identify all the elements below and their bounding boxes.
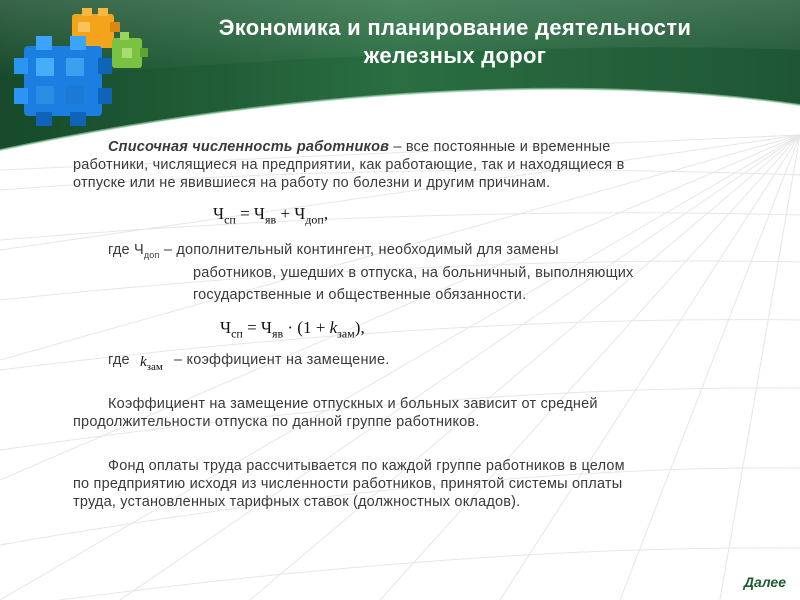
paragraph-4-line-2: продолжительности отпуска по данной группе работников. bbox=[73, 414, 480, 430]
formula-headcount-coefficient: $Ч_{сп} = Ч_{яв} \cdot (1 + k_{зам})$, bbox=[220, 318, 365, 341]
paragraph-5-line-3: труда, установленных тарифных ставок (должностных окладов). bbox=[73, 494, 521, 510]
coefficient-symbol: $k_{зам}$ bbox=[140, 354, 163, 373]
title-line-1: Экономика и планирование деятельности bbox=[218, 15, 692, 40]
paragraph-5-line-1: Фонд оплаты труда рассчитывается по каждой группе работников в целом bbox=[108, 458, 625, 474]
formula-headcount: $Ч_{сп} = Ч_{яв} + Ч_{доп}$, bbox=[213, 204, 329, 227]
paragraph-2-line-3: государственные и общественные обязанности. bbox=[193, 287, 527, 303]
paragraph-3-text: – коэффициент на замещение. bbox=[174, 352, 390, 368]
paragraph-1-line-1 bbox=[108, 139, 610, 157]
next-link[interactable]: Далее bbox=[743, 574, 786, 590]
paragraph-2-line-2: работников, ушедших в отпуска, на больничный, выполняющих bbox=[193, 265, 634, 281]
paragraph-1-text: – все постоянные и временные bbox=[389, 139, 611, 155]
paragraph-3-where: где bbox=[108, 352, 130, 368]
paragraph-4-line-1: Коэффициент на замещение отпускных и больных зависит от средней bbox=[108, 396, 598, 412]
term-headcount: Списочная численность работников bbox=[108, 139, 390, 155]
paragraph-1-line-3: отпуске или не явившиеся на работу по болезни и другим причинам. bbox=[73, 175, 551, 191]
paragraph-5-line-2: по предприятию исходя из численности работников, принятой системы оплаты bbox=[73, 476, 623, 492]
paragraph-1-line-2: работники, числящиеся на предприятии, как работающие, так и находящиеся в bbox=[73, 157, 625, 173]
title-line-2: железных дорог bbox=[363, 43, 547, 68]
paragraph-2-line-1: где $Ч_{доп}$ – дополнительный контингент, необходимый для замены bbox=[108, 242, 559, 260]
